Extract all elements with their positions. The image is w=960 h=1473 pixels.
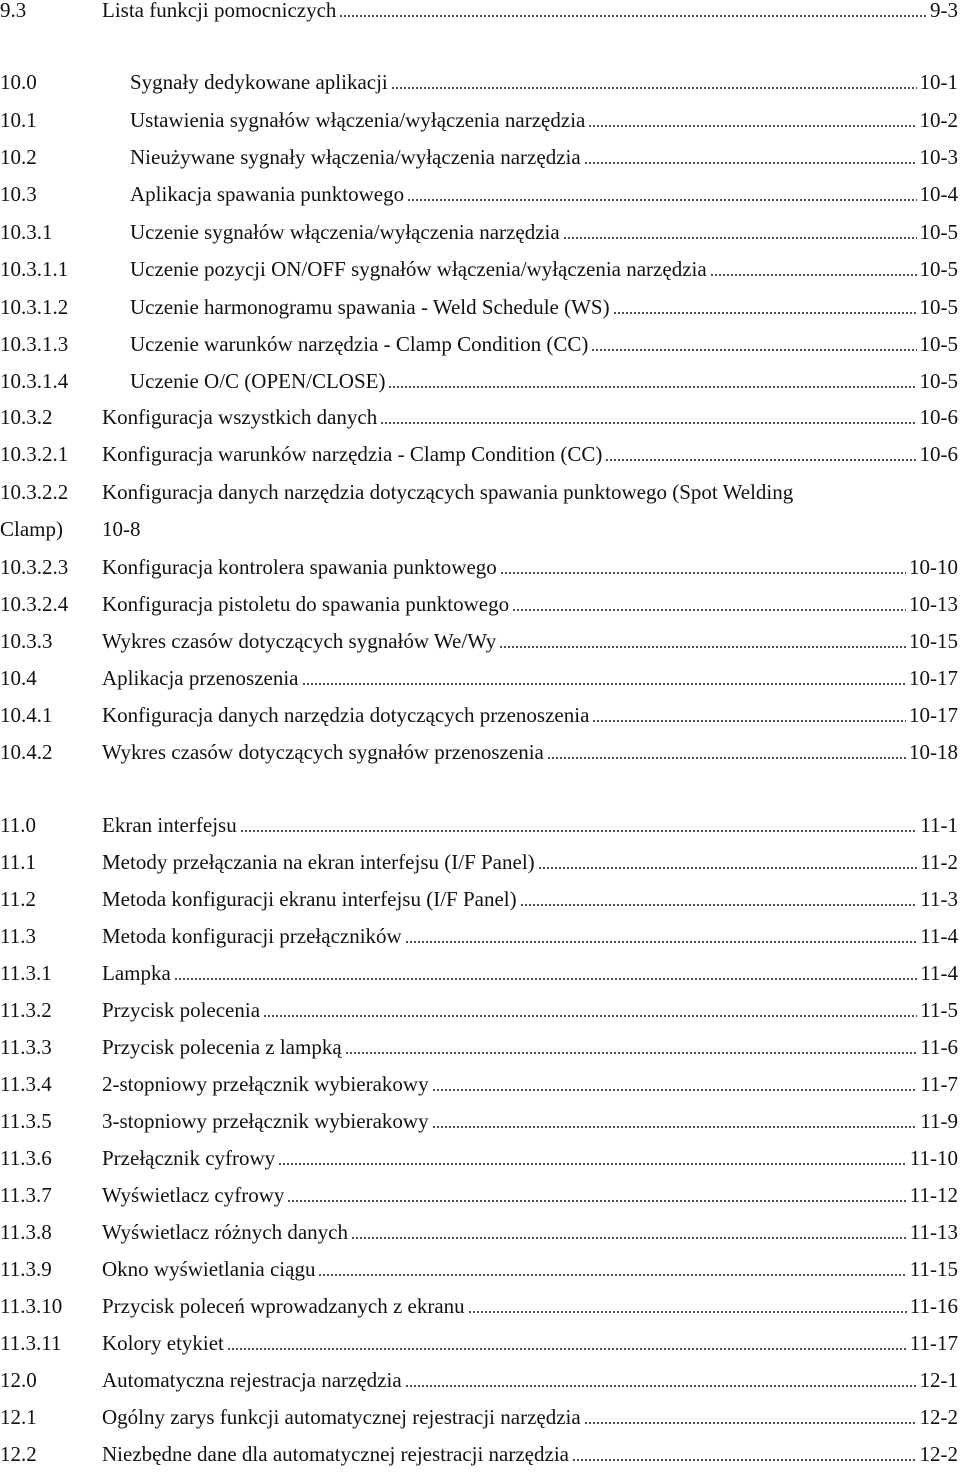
toc-entry-title: Nieużywane sygnały włączenia/wyłączenia narzędzia bbox=[130, 145, 581, 169]
toc-entry bbox=[0, 405, 960, 435]
dot-leader bbox=[710, 274, 917, 276]
toc-entry-page: 11-12 bbox=[909, 1183, 958, 1207]
dot-leader bbox=[405, 1385, 917, 1387]
toc-entry bbox=[0, 442, 960, 472]
toc-entry-title: Ekran interfejsu bbox=[102, 813, 237, 837]
toc-entry-page: 11-4 bbox=[920, 961, 958, 985]
toc-entry-page: 10-4 bbox=[919, 182, 958, 206]
toc-entry bbox=[0, 592, 960, 622]
toc-entry-page: 10-1 bbox=[919, 70, 958, 94]
dot-leader bbox=[563, 237, 917, 239]
toc-entry bbox=[0, 1183, 960, 1213]
dot-leader bbox=[584, 1422, 917, 1424]
toc-entry bbox=[0, 961, 960, 991]
toc-entry bbox=[0, 740, 960, 770]
toc-entry bbox=[0, 1109, 960, 1139]
dot-leader bbox=[380, 422, 916, 424]
toc-entry-page: 12-1 bbox=[919, 1368, 958, 1392]
toc-entry-title: Ustawienia sygnałów włączenia/wyłączenia narzędzia bbox=[130, 108, 586, 132]
dot-leader bbox=[302, 683, 907, 685]
toc-entry-page: 10-5 bbox=[919, 332, 958, 356]
toc-entry-page: 10-5 bbox=[919, 257, 958, 281]
toc-entry bbox=[0, 887, 960, 917]
toc-entry-page: 11-15 bbox=[909, 1257, 958, 1281]
toc-entry-title: Konfiguracja pistoletu do spawania punktowego bbox=[102, 592, 510, 616]
dot-leader bbox=[339, 15, 927, 17]
toc-entry bbox=[0, 813, 960, 843]
toc-entry-title: Metoda konfiguracji ekranu interfejsu (I/F Panel) bbox=[102, 887, 517, 911]
toc-entry-title: Aplikacja przenoszenia bbox=[102, 666, 299, 690]
toc-entry-title: Ogólny zarys funkcji automatycznej rejestracji narzędzia bbox=[102, 1405, 581, 1429]
toc-entry-page: 11-1 bbox=[920, 813, 958, 837]
dot-leader bbox=[318, 1274, 906, 1276]
toc-entry-title: Przycisk polecenia z lampką bbox=[102, 1035, 342, 1059]
toc-entry-title: Wyświetlacz różnych danych bbox=[102, 1220, 348, 1244]
toc-entry-number: 11.0 bbox=[0, 813, 36, 837]
toc-entry-number: 11.3.3 bbox=[0, 1035, 52, 1059]
toc-entry-page: 10-8 bbox=[102, 517, 141, 541]
toc-entry bbox=[0, 220, 960, 250]
toc-entry-number: 10.3.2.1 bbox=[0, 442, 69, 466]
toc-entry bbox=[0, 295, 960, 325]
toc-entry-title: Przełącznik cyfrowy bbox=[102, 1146, 276, 1170]
dot-leader bbox=[592, 720, 906, 722]
toc-entry-number: 10.1 bbox=[0, 108, 37, 132]
toc-entry bbox=[0, 369, 960, 399]
toc-entry-title: Lampka bbox=[102, 961, 171, 985]
toc-entry-page: 11-9 bbox=[920, 1109, 958, 1133]
dot-leader bbox=[500, 572, 906, 574]
dot-leader bbox=[588, 125, 916, 127]
toc-entry-number: 11.3 bbox=[0, 924, 36, 948]
toc-entry bbox=[0, 145, 960, 175]
toc-entry-page: 11-4 bbox=[920, 924, 958, 948]
toc-entry-number: 11.1 bbox=[0, 850, 36, 874]
toc-entry-title: Metody przełączania na ekran interfejsu (I/F Panel) bbox=[102, 850, 535, 874]
toc-entry bbox=[0, 1442, 960, 1472]
toc-entry-number: 11.3.8 bbox=[0, 1220, 52, 1244]
toc-entry bbox=[0, 332, 960, 362]
toc-entry-title: Aplikacja spawania punktowego bbox=[130, 182, 405, 206]
toc-entry-number: 10.3.1.4 bbox=[0, 369, 69, 393]
toc-entry-title: Wyświetlacz cyfrowy bbox=[102, 1183, 285, 1207]
toc-entry bbox=[0, 629, 960, 659]
toc-entry-page: 11-3 bbox=[920, 887, 958, 911]
toc-entry-number: 10.3.2 bbox=[0, 405, 53, 429]
toc-entry bbox=[0, 480, 960, 510]
toc-entry-number: 11.3.4 bbox=[0, 1072, 52, 1096]
toc-entry bbox=[0, 1035, 960, 1065]
toc-entry-title: Konfiguracja wszystkich danych bbox=[102, 405, 378, 429]
dot-leader bbox=[351, 1237, 907, 1239]
toc-entry bbox=[0, 1294, 960, 1324]
toc-entry bbox=[0, 1331, 960, 1361]
dot-leader bbox=[584, 162, 917, 164]
toc-entry-title: Uczenie O/C (OPEN/CLOSE) bbox=[130, 369, 386, 393]
toc-entry-page: 11-7 bbox=[920, 1072, 958, 1096]
toc-entry-number: 10.3.2.3 bbox=[0, 555, 69, 579]
dot-leader bbox=[287, 1200, 906, 1202]
toc-entry-title: Lista funkcji pomocniczych bbox=[102, 0, 337, 22]
toc-entry-number: 10.3.1.3 bbox=[0, 332, 69, 356]
toc-entry-page: 10-10 bbox=[909, 555, 958, 579]
toc-entry-page: 10-17 bbox=[909, 666, 958, 690]
toc-entry-number: 12.2 bbox=[0, 1442, 37, 1466]
toc-entry bbox=[0, 1072, 960, 1102]
toc-entry bbox=[0, 257, 960, 287]
toc-entry-number: 12.1 bbox=[0, 1405, 37, 1429]
toc-entry-title: Uczenie pozycji ON/OFF sygnałów włączenia/wyłączenia narzędzia bbox=[130, 257, 707, 281]
toc-entry-title: Przycisk polecenia bbox=[102, 998, 261, 1022]
dot-leader bbox=[499, 646, 906, 648]
toc-entry-number: 10.4.2 bbox=[0, 740, 53, 764]
toc-entry-number: 10.2 bbox=[0, 145, 37, 169]
toc-entry-title: Konfiguracja warunków narzędzia - Clamp Condition (CC) bbox=[102, 442, 603, 466]
toc-entry-page: 12-2 bbox=[919, 1442, 958, 1466]
toc-entry-title: Okno wyświetlania ciągu bbox=[102, 1257, 316, 1281]
toc-entry bbox=[0, 182, 960, 212]
toc-entry bbox=[0, 1257, 960, 1287]
dot-leader bbox=[468, 1311, 907, 1313]
toc-entry bbox=[0, 555, 960, 585]
toc-entry-page: 11-6 bbox=[920, 1035, 958, 1059]
toc-entry bbox=[0, 703, 960, 733]
toc-entry-number: 10.3 bbox=[0, 182, 37, 206]
toc-entry-number: 10.3.2.2 bbox=[0, 480, 69, 504]
toc-entry-title: 2-stopniowy przełącznik wybierakowy bbox=[102, 1072, 429, 1096]
toc-entry-page: 11-16 bbox=[909, 1294, 958, 1318]
dot-leader bbox=[591, 349, 916, 351]
toc-entry-page: 10-3 bbox=[919, 145, 958, 169]
dot-leader bbox=[432, 1089, 918, 1091]
toc-entry-number: 10.4 bbox=[0, 666, 37, 690]
dot-leader bbox=[572, 1459, 917, 1461]
toc-entry-number: 10.4.1 bbox=[0, 703, 53, 727]
dot-leader bbox=[263, 1015, 917, 1017]
dot-leader bbox=[613, 312, 917, 314]
toc-entry bbox=[0, 666, 960, 696]
toc-entry-number: 11.3.7 bbox=[0, 1183, 52, 1207]
toc-entry-number: 11.3.5 bbox=[0, 1109, 52, 1133]
dot-leader bbox=[405, 941, 918, 943]
dot-leader bbox=[278, 1163, 907, 1165]
toc-entry-number: 10.3.1.1 bbox=[0, 257, 69, 281]
dot-leader bbox=[512, 609, 906, 611]
toc-entry-page: 11-13 bbox=[909, 1220, 958, 1244]
toc-entry-number: 9.3 bbox=[0, 0, 27, 22]
dot-leader bbox=[605, 459, 916, 461]
toc-entry-title: Uczenie warunków narzędzia - Clamp Condition (CC) bbox=[130, 332, 589, 356]
toc-entry-page: 11-2 bbox=[920, 850, 958, 874]
toc-entry-page: 10-18 bbox=[909, 740, 958, 764]
toc-entry-title: Konfiguracja danych narzędzia dotyczących spawania punktowego (Spot Welding bbox=[102, 480, 794, 504]
toc-entry-continuation bbox=[0, 517, 141, 542]
toc-entry-number: 11.3.9 bbox=[0, 1257, 52, 1281]
toc-entry-page: 12-2 bbox=[919, 1405, 958, 1429]
toc-entry bbox=[0, 998, 960, 1028]
toc-entry-page: 10-6 bbox=[919, 405, 958, 429]
toc-entry-title-continued: Clamp) bbox=[0, 517, 63, 541]
toc-entry-title: 3-stopniowy przełącznik wybierakowy bbox=[102, 1109, 429, 1133]
toc-entry-number: 11.3.11 bbox=[0, 1331, 62, 1355]
toc-entry-title: Uczenie sygnałów włączenia/wyłączenia narzędzia bbox=[130, 220, 560, 244]
dot-leader bbox=[391, 87, 917, 89]
toc-entry bbox=[0, 108, 960, 138]
toc-entry-number: 10.3.3 bbox=[0, 629, 53, 653]
toc-entry-page: 10-5 bbox=[919, 295, 958, 319]
toc-entry-number: 10.3.2.4 bbox=[0, 592, 69, 616]
toc-entry bbox=[0, 1368, 960, 1398]
dot-leader bbox=[227, 1348, 907, 1350]
toc-entry-page: 10-6 bbox=[919, 442, 958, 466]
dot-leader bbox=[240, 830, 918, 832]
toc-entry-title: Przycisk poleceń wprowadzanych z ekranu bbox=[102, 1294, 465, 1318]
toc-entry-title: Konfiguracja kontrolera spawania punktowego bbox=[102, 555, 497, 579]
toc-entry-title: Wykres czasów dotyczących sygnałów przenoszenia bbox=[102, 740, 544, 764]
toc-entry-page: 10-5 bbox=[919, 220, 958, 244]
toc-entry-page: 10-17 bbox=[909, 703, 958, 727]
toc-entry-title: Konfiguracja danych narzędzia dotyczących przenoszenia bbox=[102, 703, 590, 727]
toc-entry bbox=[0, 1405, 960, 1435]
toc-entry-page: 10-5 bbox=[919, 369, 958, 393]
dot-leader bbox=[520, 904, 918, 906]
toc-entry-title: Wykres czasów dotyczących sygnałów We/Wy bbox=[102, 629, 497, 653]
toc-entry-page: 11-17 bbox=[909, 1331, 958, 1355]
dot-leader bbox=[538, 867, 918, 869]
toc-entry-title: Kolory etykiet bbox=[102, 1331, 224, 1355]
dot-leader bbox=[388, 386, 916, 388]
toc-entry-number: 10.3.1 bbox=[0, 220, 53, 244]
dot-leader bbox=[345, 1052, 918, 1054]
toc-entry-number: 10.3.1.2 bbox=[0, 295, 69, 319]
toc-entry-page: 9-3 bbox=[930, 0, 958, 22]
toc-entry-title: Niezbędne dane dla automatycznej rejestracji narzędzia bbox=[102, 1442, 569, 1466]
toc-entry-page: 10-2 bbox=[919, 108, 958, 132]
toc-entry-page: 11-10 bbox=[909, 1146, 958, 1170]
dot-leader bbox=[547, 757, 906, 759]
toc-entry-page: 10-13 bbox=[909, 592, 958, 616]
dot-leader bbox=[407, 199, 916, 201]
toc-entry bbox=[0, 70, 960, 100]
toc-entry bbox=[0, 850, 960, 880]
toc-entry-number: 10.0 bbox=[0, 70, 37, 94]
toc-entry bbox=[0, 924, 960, 954]
dot-leader bbox=[432, 1126, 918, 1128]
toc-entry-title: Automatyczna rejestracja narzędzia bbox=[102, 1368, 402, 1392]
toc-entry-title: Metoda konfiguracji przełączników bbox=[102, 924, 402, 948]
toc-entry-title: Sygnały dedykowane aplikacji bbox=[130, 70, 388, 94]
toc-entry bbox=[0, 1146, 960, 1176]
toc-entry-number: 11.3.10 bbox=[0, 1294, 63, 1318]
toc-entry-title: Uczenie harmonogramu spawania - Weld Schedule (WS) bbox=[130, 295, 610, 319]
toc-entry-number: 11.2 bbox=[0, 887, 36, 911]
toc-entry-number: 11.3.1 bbox=[0, 961, 52, 985]
toc-entry-page: 10-15 bbox=[909, 629, 958, 653]
toc-entry bbox=[0, 0, 960, 28]
toc-entry-number: 11.3.6 bbox=[0, 1146, 52, 1170]
toc-entry-number: 12.0 bbox=[0, 1368, 37, 1392]
toc-entry bbox=[0, 1220, 960, 1250]
toc-entry-number: 11.3.2 bbox=[0, 998, 52, 1022]
toc-entry-page: 11-5 bbox=[920, 998, 958, 1022]
dot-leader bbox=[174, 978, 917, 980]
